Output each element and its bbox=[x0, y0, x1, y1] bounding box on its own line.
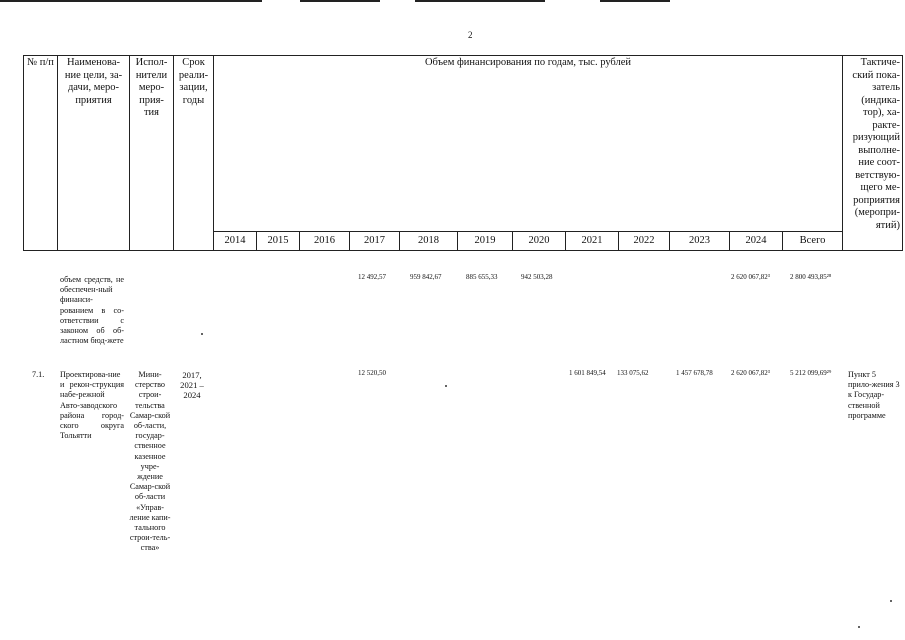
year-header: 2023 bbox=[670, 232, 730, 251]
row2-term: 2017, 2021 – 2024 bbox=[180, 370, 204, 401]
row1-2020-value: 942 503,28 bbox=[521, 273, 553, 281]
scan-edge-line bbox=[0, 0, 262, 2]
year-header: 2014 bbox=[214, 232, 257, 251]
row1-2024-value: 2 620 067,82³ bbox=[731, 273, 770, 281]
scan-edge-line bbox=[300, 0, 380, 2]
row2-indicator: Пункт 5 прило-жения 3 к Государ-ственной программе bbox=[848, 370, 900, 420]
scan-edge-line bbox=[600, 0, 670, 2]
row2-2021-value: 1 601 849,54 bbox=[569, 369, 606, 377]
year-header: 2020 bbox=[513, 232, 566, 251]
scan-speck bbox=[858, 626, 860, 628]
scan-speck bbox=[445, 385, 447, 387]
row2-2017-value: 12 520,50 bbox=[358, 369, 386, 377]
row2-total-value: 5 212 099,69²⁹ bbox=[790, 369, 832, 377]
row2-2024-value: 2 620 067,82³ bbox=[731, 369, 770, 377]
row2-number: 7.1. bbox=[32, 370, 45, 379]
row2-2023-value: 1 457 678,78 bbox=[676, 369, 713, 377]
unfunded-description: объем средств, не обеспечен-ный финанси-рованием в со-ответствии с законом об об-ластном бюд-жете bbox=[60, 275, 124, 346]
page-number: 2 bbox=[468, 30, 473, 40]
header-col-name: Наименова-ние цели, за-дачи, меро-приятия bbox=[58, 56, 130, 251]
header-table bbox=[23, 55, 903, 251]
year-header: 2018 bbox=[400, 232, 458, 251]
year-header: 2019 bbox=[458, 232, 513, 251]
header-col-number: № п/п bbox=[24, 56, 58, 251]
year-header: Всего bbox=[783, 232, 843, 251]
row2-2022-value: 133 075,62 bbox=[617, 369, 649, 377]
year-header: 2015 bbox=[257, 232, 300, 251]
year-header: 2017 bbox=[350, 232, 400, 251]
year-header: 2022 bbox=[619, 232, 670, 251]
header-col-funding: Объем финансирования по годам, тыс. рублей bbox=[214, 56, 843, 232]
row1-2017-value: 12 492,57 bbox=[358, 273, 386, 281]
scan-speck bbox=[201, 333, 203, 335]
year-header: 2016 bbox=[300, 232, 350, 251]
year-header: 2021 bbox=[566, 232, 619, 251]
row2-executors: Мини-стерство строи-тельства Самар-ской об-ласти, государ-ственное казенное учре-ждение Самар-ской об-ласти «Управ-ление капи-тального строи-тель-ства» bbox=[129, 370, 171, 553]
row1-2019-value: 885 655,33 bbox=[466, 273, 498, 281]
row1-total-value: 2 800 493,85²⁸ bbox=[790, 273, 832, 281]
row2-name: Проектирова-ние и рекон-струкция набе-режной Авто-заводского района город-ского округа Тольятти bbox=[60, 370, 124, 441]
row1-2018-value: 959 842,67 bbox=[410, 273, 442, 281]
header-col-indicator: Тактиче-ский пока-затель (индика-тор), ха-ракте-ризующий выполне-ние соот-ветствую-щего ме-роприятия (меропри-ятий) bbox=[843, 56, 903, 251]
header-col-term: Срок реали-зации, годы bbox=[174, 56, 214, 251]
scan-edge-line bbox=[415, 0, 545, 2]
scan-speck bbox=[890, 600, 892, 602]
year-header: 2024 bbox=[730, 232, 783, 251]
header-col-executors: Испол-нители меро-прия-тия bbox=[130, 56, 174, 251]
